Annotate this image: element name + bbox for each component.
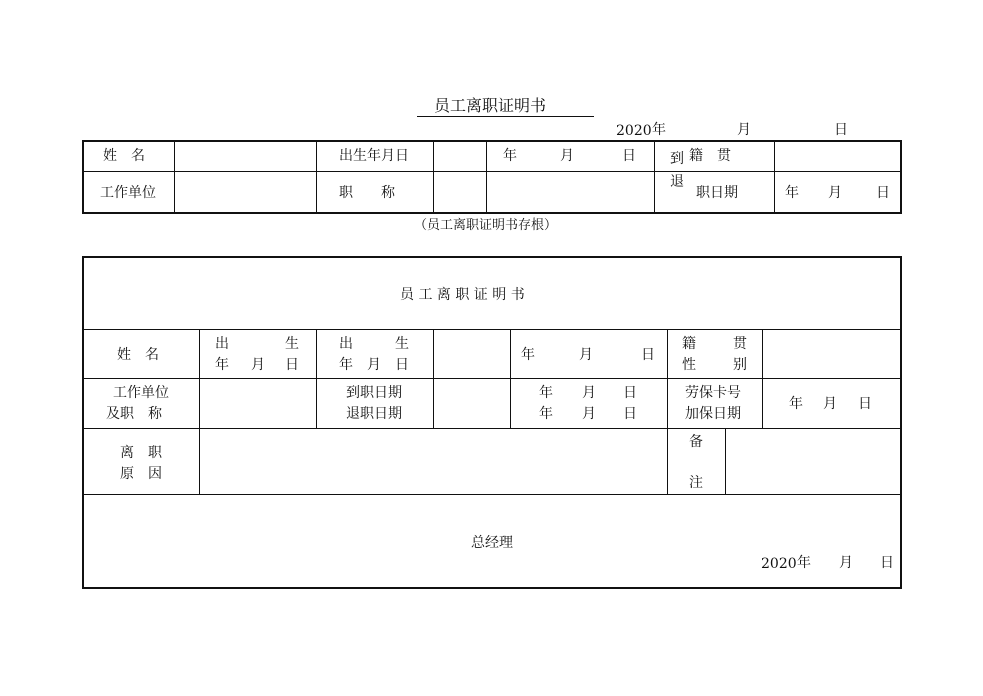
- stub-birth-month: 月: [560, 148, 574, 164]
- cert-col-divider: [316, 329, 317, 428]
- cert-work-unit-l1: 工作单位: [113, 385, 169, 401]
- stub-work-unit-label: 工作单位: [100, 185, 156, 201]
- cert-remark-b: 注: [689, 475, 703, 491]
- cert-col-divider: [510, 329, 511, 428]
- certificate-title: 员 工 离 职 证 明 书: [400, 287, 525, 303]
- stub-table: [82, 140, 902, 214]
- cert-join-year: 年: [539, 385, 553, 401]
- cert-footer-year: 2020: [761, 556, 797, 572]
- stub-leave-date-label: 职日期: [696, 185, 738, 201]
- stub-hometown-prefix: 到: [670, 151, 684, 167]
- stub-date-year: 2020: [616, 123, 652, 139]
- cert-row-divider: [82, 494, 902, 495]
- cert-row-divider: [82, 329, 902, 330]
- stub-birth-label: 出生年月日: [339, 148, 409, 164]
- cert-birth-l2-m: 月: [251, 357, 265, 373]
- cert-date-day: 日: [641, 347, 655, 363]
- cert-join-day: 日: [623, 385, 637, 401]
- cert-leave-day: 日: [623, 406, 637, 422]
- cert-birth-l2-y: 年: [215, 357, 229, 373]
- cert-birth2-l2-y: 年: [339, 357, 353, 373]
- cert-birth-l1-a: 出: [215, 336, 229, 352]
- cert-reason-l1: 离 职: [120, 445, 162, 461]
- cert-row-divider: [82, 428, 902, 429]
- stub-leave-year: 年: [785, 185, 799, 201]
- cert-insurance-card-label: 劳保卡号: [685, 385, 741, 401]
- cert-leave-year: 年: [539, 406, 553, 422]
- stub-col-divider: [174, 140, 175, 214]
- stub-hometown-label: 籍 贯: [689, 148, 731, 164]
- cert-reason-l2: 原 因: [120, 466, 162, 482]
- cert-birth-l1-b: 生: [285, 336, 299, 352]
- stub-retire-prefix: 退: [670, 174, 684, 190]
- stub-row-divider: [82, 171, 902, 172]
- cert-birth2-l1-b: 生: [395, 336, 409, 352]
- cert-date-month: 月: [579, 347, 593, 363]
- stub-col-divider: [433, 140, 434, 214]
- cert-ins-year: 年: [789, 396, 803, 412]
- stub-col-divider: [316, 140, 317, 214]
- cert-footer-month-unit: 月: [839, 555, 853, 571]
- stub-birth-year: 年: [503, 148, 517, 164]
- cert-col-divider: [725, 428, 726, 494]
- cert-remark-a: 备: [689, 434, 703, 450]
- cert-ins-month: 月: [823, 396, 837, 412]
- cert-leave-date-label: 退职日期: [346, 406, 402, 422]
- cert-col-divider: [199, 329, 200, 494]
- cert-birth-l2-d: 日: [285, 357, 299, 373]
- cert-col-divider: [433, 329, 434, 428]
- cert-birth2-l2-m: 月: [367, 357, 381, 373]
- cert-row-divider: [82, 378, 902, 379]
- stub-col-divider: [486, 140, 487, 214]
- cert-hometown-l1-b: 贯: [733, 336, 747, 352]
- stub-date-month-unit: 月: [737, 122, 751, 138]
- stub-leave-day: 日: [876, 185, 890, 201]
- stub-date-year-unit: 年: [652, 122, 666, 138]
- cert-manager-label: 总经理: [471, 535, 513, 551]
- stub-name-label: 姓 名: [103, 148, 145, 164]
- cert-birth2-l1-a: 出: [339, 336, 353, 352]
- cert-join-date-label: 到职日期: [346, 385, 402, 401]
- stub-title-underline: [417, 116, 594, 117]
- cert-footer-year-unit: 年: [797, 555, 811, 571]
- stub-col-divider: [654, 140, 655, 214]
- cert-date-year: 年: [521, 347, 535, 363]
- stub-title: 员工离职证明书: [434, 96, 547, 115]
- stub-birth-day: 日: [622, 148, 636, 164]
- stub-col-divider: [774, 140, 775, 214]
- cert-insurance-date-label: 加保日期: [685, 406, 741, 422]
- cert-col-divider: [762, 329, 763, 428]
- stub-title-label: 职 称: [339, 185, 395, 201]
- cert-join-month: 月: [582, 385, 596, 401]
- stub-caption: （员工离职证明书存根）: [414, 218, 558, 233]
- cert-name-label: 姓 名: [117, 347, 159, 363]
- cert-gender-l2-a: 性: [682, 357, 696, 373]
- cert-footer-day-unit: 日: [880, 555, 894, 571]
- cert-gender-l2-b: 别: [733, 357, 747, 373]
- cert-col-divider: [667, 329, 668, 494]
- stub-date-day-unit: 日: [834, 122, 848, 138]
- cert-birth2-l2-d: 日: [395, 357, 409, 373]
- cert-leave-month: 月: [582, 406, 596, 422]
- stub-leave-month: 月: [828, 185, 842, 201]
- cert-ins-day: 日: [858, 396, 872, 412]
- cert-hometown-l1-a: 籍: [682, 336, 696, 352]
- cert-work-unit-l2: 及职 称: [106, 406, 162, 422]
